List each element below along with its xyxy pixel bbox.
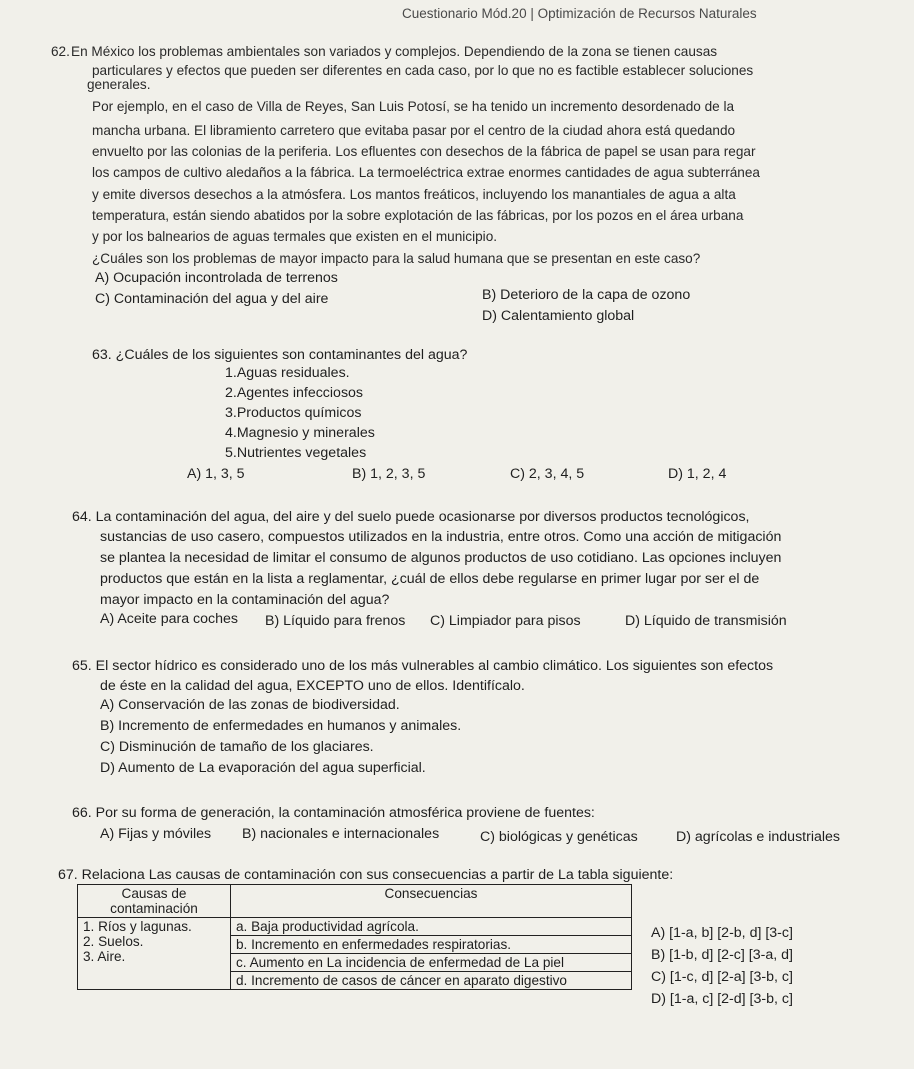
paragraph-line: Por ejemplo, en el caso de Villa de Reyes, San Luis Potosí, se ha tenido un incremento desordenado de la bbox=[92, 99, 735, 114]
question-number: 62. bbox=[51, 44, 70, 59]
question-prompt: 63. ¿Cuáles de los siguientes son contaminantes del agua? bbox=[92, 347, 468, 363]
option-c[interactable]: C) Disminución de tamaño de los glaciares. bbox=[100, 739, 374, 755]
option-a[interactable]: A) [1-a, b] [2-b, d] [3-c] bbox=[651, 925, 793, 941]
option-d[interactable]: D) [1-a, c] [2-d] [3-b, c] bbox=[651, 991, 793, 1007]
paragraph-line: temperatura, están siendo abatidos por la sobre explotación de las fábricas, por los pozos en el área urbana bbox=[92, 208, 744, 223]
option-b[interactable]: B) nacionales e internacionales bbox=[242, 826, 440, 842]
consequence-item: b. Incremento en enfermedades respiratorias. bbox=[231, 936, 631, 954]
paragraph-line: productos que están en la lista a reglamentar, ¿cuál de ellos debe regularse en primer lugar por ser el de bbox=[100, 571, 760, 587]
option-c[interactable]: C) biológicas y genéticas bbox=[480, 829, 638, 845]
table-cell-consequences bbox=[231, 918, 632, 990]
page-header: Cuestionario Mód.20 | Optimización de Recursos Naturales bbox=[402, 6, 757, 21]
paragraph-line: sustancias de uso casero, compuestos utilizados en la industria, entre otros. Como una acción de mitigación bbox=[100, 529, 782, 545]
option-a[interactable]: A) Aceite para coches bbox=[100, 611, 239, 627]
cause-item: 3. Aire. bbox=[83, 949, 126, 964]
list-item: 2.Agentes infecciosos bbox=[225, 385, 364, 401]
table-cell-causes bbox=[78, 918, 231, 990]
question-prompt: ¿Cuáles son los problemas de mayor impacto para la salud humana que se presentan en este caso? bbox=[92, 251, 701, 266]
table-header-consequences: Consecuencias bbox=[231, 885, 632, 918]
question-prompt: de éste en la calidad del agua, EXCEPTO uno de ellos. Identifícalo. bbox=[100, 678, 525, 694]
list-item: 4.Magnesio y minerales bbox=[225, 425, 375, 441]
option-d[interactable]: D) 1, 2, 4 bbox=[668, 466, 727, 482]
paragraph-line: 64. La contaminación del agua, del aire y del suelo puede ocasionarse por diversos productos tecnológicos, bbox=[72, 509, 750, 525]
option-b[interactable]: B) Líquido para frenos bbox=[265, 613, 406, 629]
list-item: 5.Nutrientes vegetales bbox=[225, 445, 367, 461]
list-item: 1.Aguas residuales. bbox=[225, 365, 350, 381]
relation-table bbox=[77, 884, 632, 990]
table-row bbox=[78, 918, 632, 990]
option-b[interactable]: B) 1, 2, 3, 5 bbox=[352, 466, 426, 482]
table-header-causes: Causas de contaminación bbox=[78, 885, 231, 918]
list-item: 3.Productos químicos bbox=[225, 405, 362, 421]
option-d[interactable]: D) Aumento de La evaporación del agua superficial. bbox=[100, 760, 426, 776]
option-d[interactable]: D) Líquido de transmisión bbox=[625, 613, 787, 629]
cause-item: 2. Suelos. bbox=[83, 934, 144, 949]
cause-item: 1. Ríos y lagunas. bbox=[83, 919, 192, 934]
paragraph-line: mancha urbana. El libramiento carretero que evitaba pasar por el centro de la ciudad ahora está quedando bbox=[92, 123, 736, 138]
option-c[interactable]: C) Limpiador para pisos bbox=[430, 613, 581, 629]
consequence-item: c. Aumento en La incidencia de enfermedad de La piel bbox=[231, 954, 631, 972]
paragraph-line: 65. El sector hídrico es considerado uno de los más vulnerables al cambio climático. Los siguientes son efectos bbox=[72, 658, 774, 674]
question-prompt: 66. Por su forma de generación, la contaminación atmosférica proviene de fuentes: bbox=[72, 805, 595, 821]
option-b[interactable]: B) Incremento de enfermedades en humanos y animales. bbox=[100, 718, 462, 734]
paragraph-line: particulares y efectos que pueden ser diferentes en cada caso, por lo que no es factible establecer soluciones bbox=[92, 63, 754, 78]
question-prompt: mayor impacto en la contaminación del agua? bbox=[100, 592, 390, 608]
option-c[interactable]: C) 2, 3, 4, 5 bbox=[510, 466, 585, 482]
paragraph-line: envuelto por las colonias de la periferia. Los efluentes con desechos de la fábrica de papel se usan para regar bbox=[92, 144, 756, 159]
option-b[interactable]: B) Deterioro de la capa de ozono bbox=[482, 287, 691, 303]
option-d[interactable]: D) agrícolas e industriales bbox=[676, 829, 841, 845]
option-d[interactable]: D) Calentamiento global bbox=[482, 308, 635, 324]
option-a[interactable]: A) Conservación de las zonas de biodiversidad. bbox=[100, 697, 400, 713]
option-a[interactable]: A) 1, 3, 5 bbox=[187, 466, 245, 482]
question-prompt: 67. Relaciona Las causas de contaminación con sus consecuencias a partir de La tabla siguiente: bbox=[58, 867, 674, 883]
table-header-row bbox=[78, 885, 632, 918]
paragraph-line: los campos de cultivo aledaños a la fábrica. La termoeléctrica extrae enormes cantidades de agua subterránea bbox=[92, 165, 760, 180]
option-c[interactable]: C) Contaminación del agua y del aire bbox=[95, 291, 329, 307]
paragraph-line: se plantea la necesidad de limitar el consumo de algunos productos de uso cotidiano. Las opciones incluyen bbox=[100, 550, 782, 566]
consequence-item: d. Incremento de casos de cáncer en aparato digestivo bbox=[236, 973, 567, 988]
consequence-item: a. Baja productividad agrícola. bbox=[231, 918, 631, 936]
paragraph-line: En México los problemas ambientales son variados y complejos. Dependiendo de la zona se tienen causas bbox=[71, 44, 718, 59]
paragraph-line: generales. bbox=[87, 77, 151, 92]
paragraph-line: y emite diversos desechos a la atmósfera. Los mantos freáticos, incluyendo los manantiales de agua a alta bbox=[92, 187, 736, 202]
option-a[interactable]: A) Fijas y móviles bbox=[100, 826, 212, 842]
option-c[interactable]: C) [1-c, d] [2-a] [3-b, c] bbox=[651, 969, 793, 985]
paragraph-line: y por los balnearios de aguas termales que existen en el municipio. bbox=[92, 229, 498, 244]
option-a[interactable]: A) Ocupación incontrolada de terrenos bbox=[95, 270, 338, 286]
option-b[interactable]: B) [1-b, d] [2-c] [3-a, d] bbox=[651, 947, 793, 963]
